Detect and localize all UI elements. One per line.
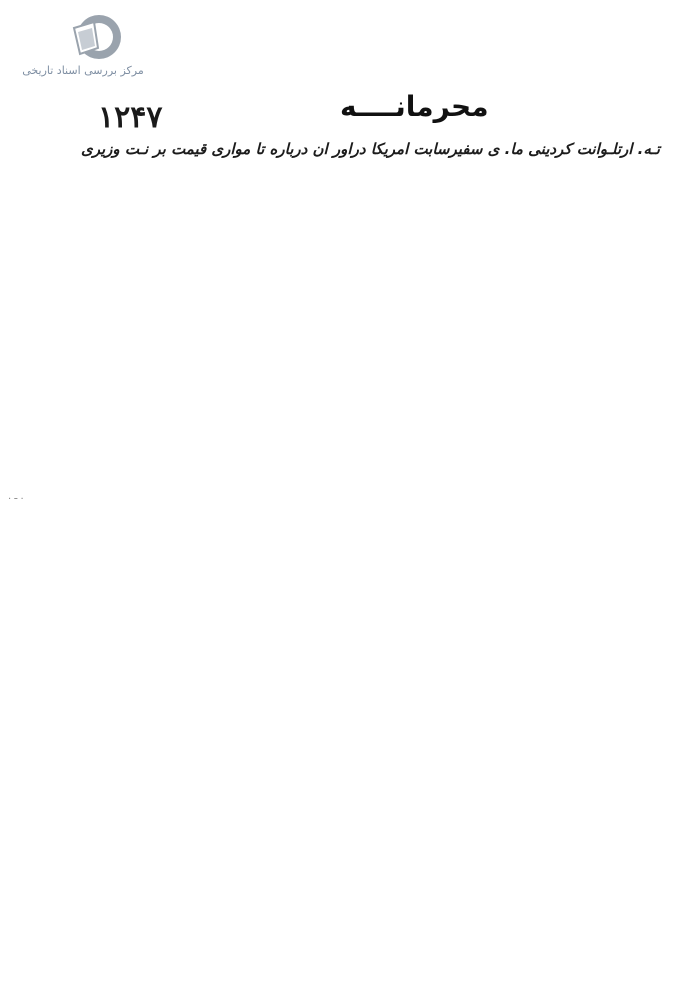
archive-seal-icon xyxy=(68,14,126,62)
document-number: ۱۲۴۷ xyxy=(98,100,163,135)
subject-line: تـه. ارتلـوانت کردینی ما. ی سفیرسابت امریکا دراور ان درباره تا مواری قیمت بر نـت وزیری xyxy=(80,140,660,158)
margin-mark: . ـ . xyxy=(8,491,24,502)
archive-org-name: مرکز بررسی اسناد تاریخی xyxy=(22,64,144,77)
classification-title: محرمانــــه xyxy=(340,90,489,123)
archive-watermark xyxy=(18,14,148,84)
